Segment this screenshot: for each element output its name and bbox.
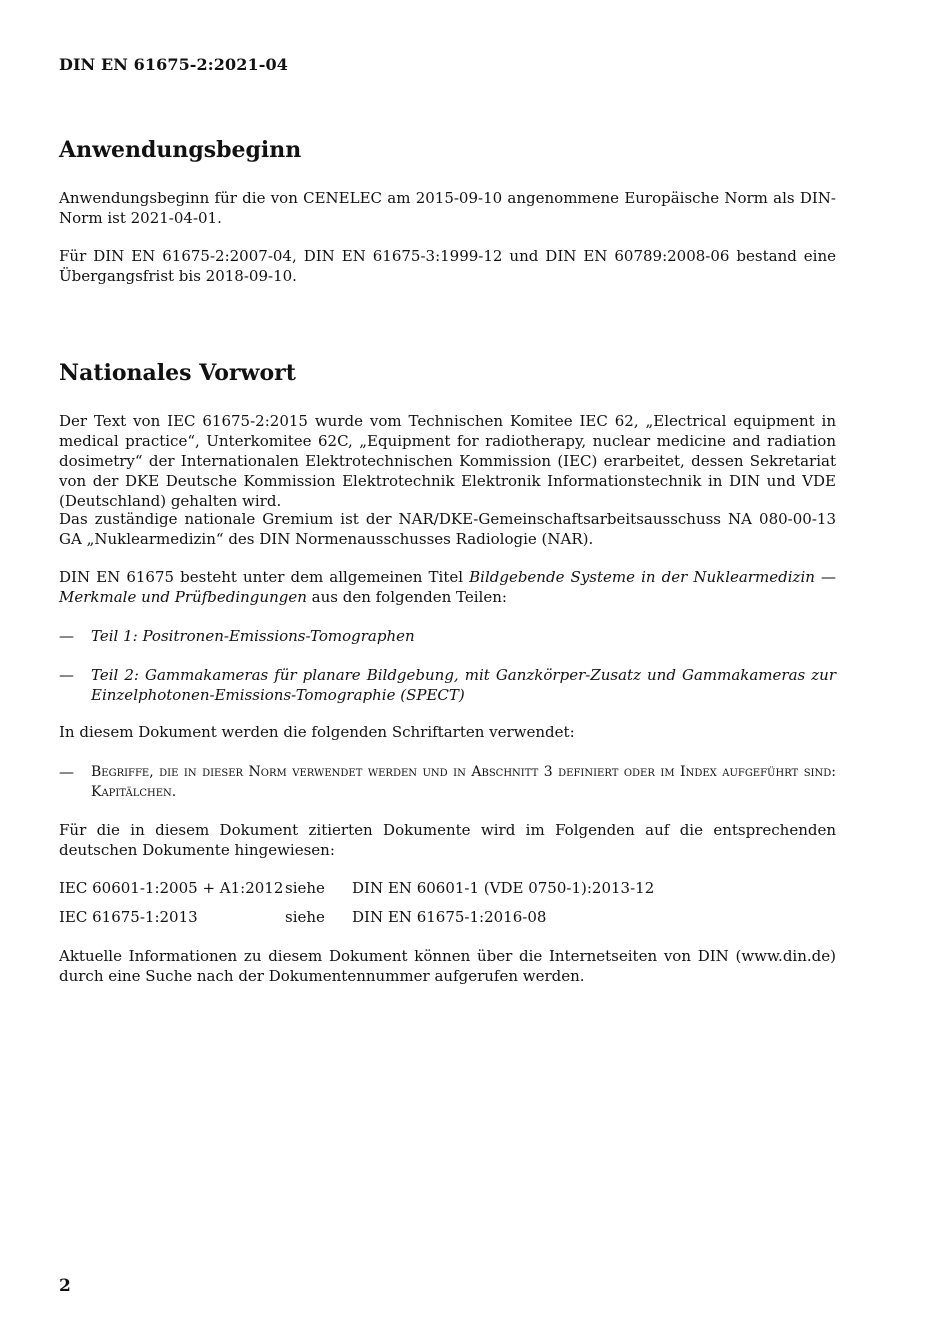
paragraph-uebergangsfrist-line-1: Für DIN EN 61675-2:2007-04, DIN EN 61675-3:1999-12 und DIN EN 60789:2008-06 bestand eine [59, 247, 836, 265]
dash-bullet: — [59, 666, 74, 684]
list-item-text: Begriffe, die in dieser Norm verwendet werden und in Abschnitt 3 definiert oder im Index aufgeführt sind: Kapitälchen. [91, 764, 836, 800]
section-title-anwendungsbeginn: Anwendungsbeginn [59, 137, 302, 163]
paragraph-teile-intro [59, 567, 836, 607]
paragraph-zitierte-dokumente: Für die in diesem Dokument zitierten Dokumente wird im Folgenden auf die entsprechenden deutschen Dokumente hingewiesen: [59, 821, 836, 859]
document-id: DIN EN 61675-2:2021-04 [59, 55, 288, 74]
paragraph-iec-text: Der Text von IEC 61675-2:2015 wurde vom Technischen Komitee IEC 62, „Electrical equipment in medical practice“, Unterkomitee 62C, „Equipment for radiotherapy, nuclear medicine and radiation dosimetry“ der Internationalen Elektrotechnischen Kommission (IEC) erarbeitet, dessen Sekretariat von der DKE Deutsche Kommission Elektrotechnik Elektronik Informationstechnik in DIN und VDE (Deutschland) gehalten wird. [59, 412, 836, 510]
teile-intro-title: Bildgebende Systeme in der Nuklearmedizin — Merkmale und Prüfbedingungen [59, 568, 837, 606]
paragraph-uebergangsfrist-line-2: Übergangsfrist bis 2018-09-10. [59, 267, 297, 285]
reference-din: DIN EN 61675-1:2016-08 [352, 908, 547, 926]
dash-bullet: — [59, 763, 74, 781]
paragraph-aktuelle-informationen: Aktuelle Informationen zu diesem Dokument können über die Internetseiten von DIN (www.din.de) durch eine Suche nach der Dokumentennummer aufgerufen werden. [59, 947, 836, 985]
teile-intro-pre: DIN EN 61675 besteht unter dem allgemeinen Titel [59, 568, 470, 586]
reference-din: DIN EN 60601-1 (VDE 0750-1):2013-12 [352, 879, 655, 897]
paragraph-gremium: Das zuständige nationale Gremium ist der NAR/DKE-Gemeinschaftsarbeitsausschuss NA 080-00-13 GA „Nuklearmedizin“ des DIN Normenausschusses Radiologie (NAR). [59, 510, 836, 548]
paragraph-schriftarten: In diesem Dokument werden die folgenden Schriftarten verwendet: [59, 723, 575, 741]
reference-siehe: siehe [285, 879, 325, 897]
list-item-text: Teil 2: Gammakameras für planare Bildgebung, mit Ganzkörper-Zusatz und Gammakameras zur Einzelphotonen-Emissions-Tomographie (SPECT) [91, 666, 836, 704]
reference-iec: IEC 61675-1:2013 [59, 908, 198, 926]
section-title-nationales-vorwort: Nationales Vorwort [59, 360, 296, 386]
paragraph-anwendungsbeginn: Anwendungsbeginn für die von CENELEC am 2015-09-10 angenommene Europäische Norm als DIN-Norm ist 2021-04-01. [59, 189, 836, 227]
page-number: 2 [59, 1276, 71, 1296]
teile-intro-post: aus den folgenden Teilen: [306, 588, 507, 606]
reference-iec: IEC 60601-1:2005 + A1:2012 [59, 879, 284, 897]
dash-bullet: — [59, 627, 74, 645]
list-item-text: Teil 1: Positronen-Emissions-Tomographen [91, 627, 415, 645]
reference-siehe: siehe [285, 908, 325, 926]
